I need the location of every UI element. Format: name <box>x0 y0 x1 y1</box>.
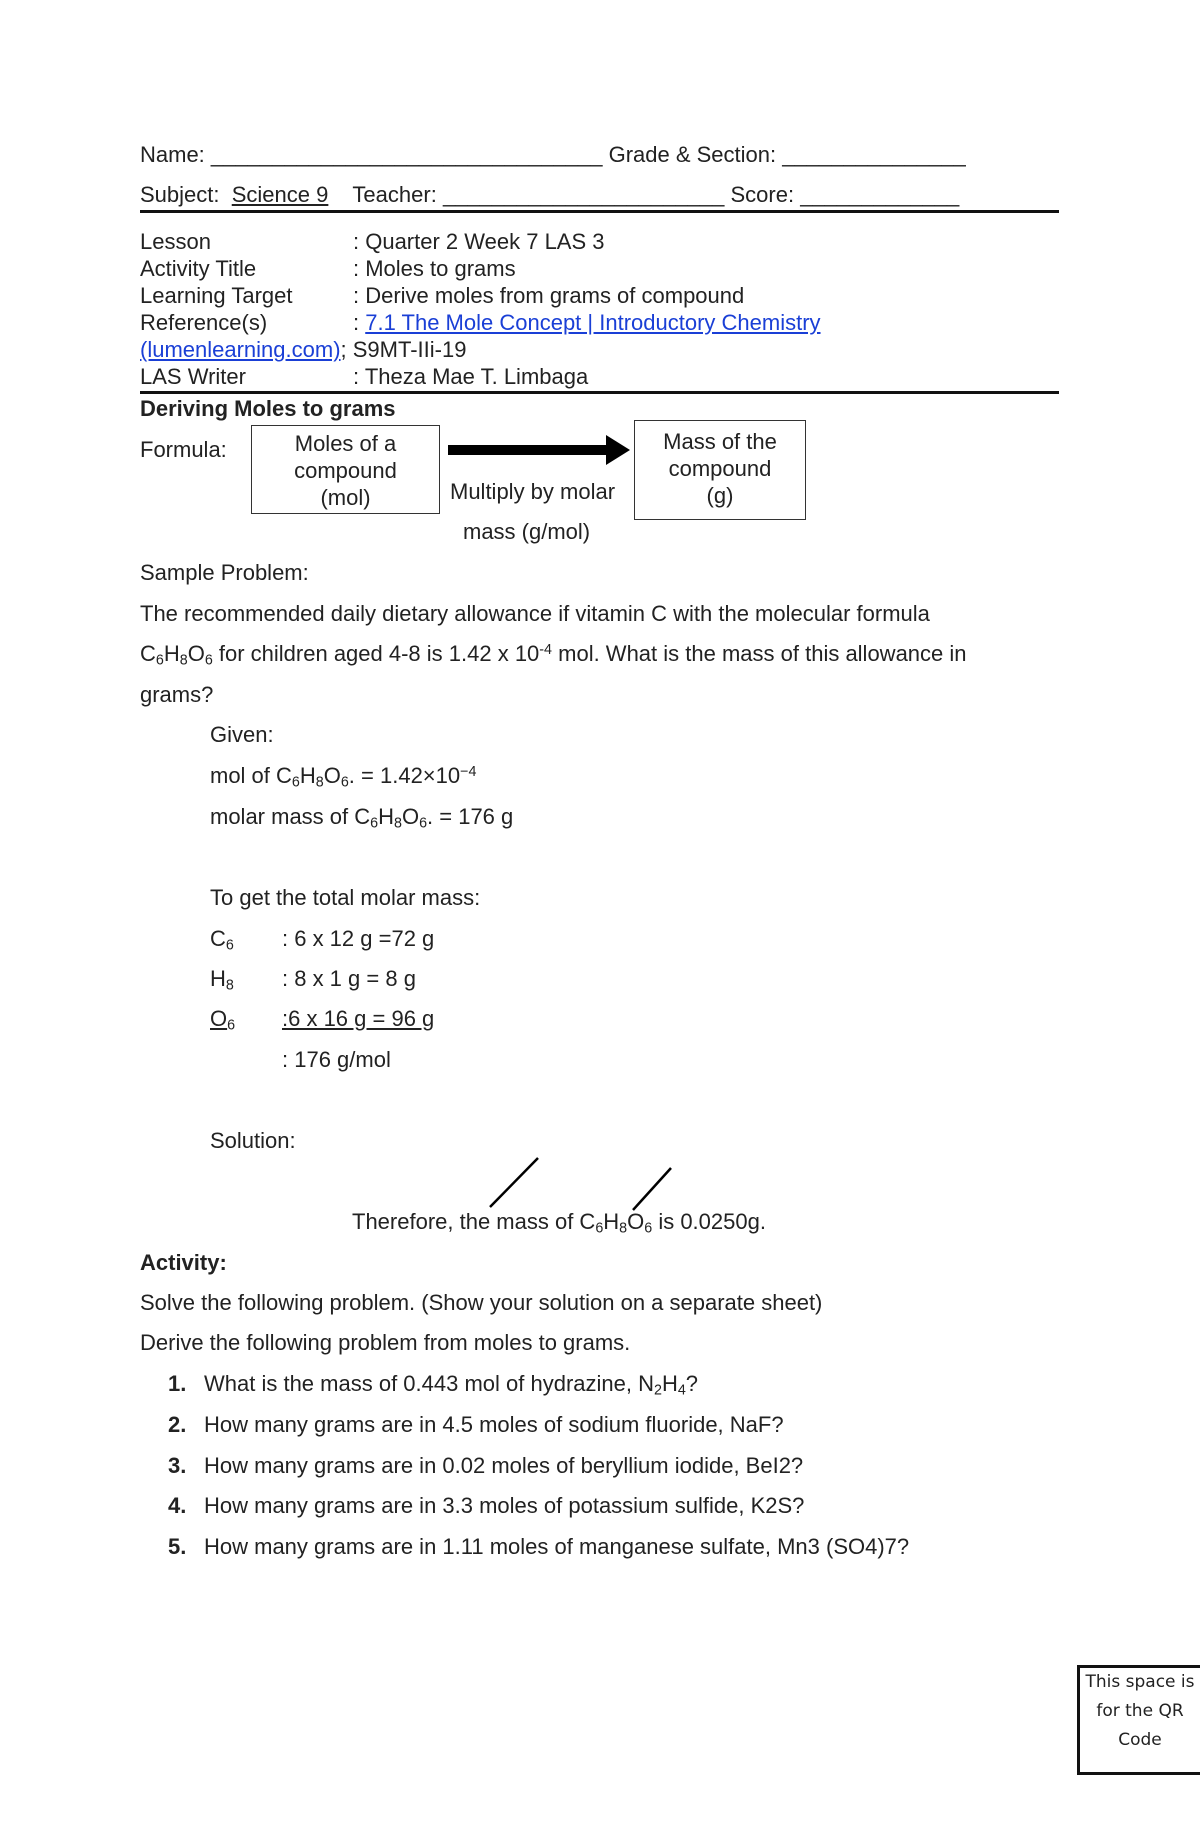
mass-box-line: compound <box>668 456 772 481</box>
formula-symbol: O <box>323 763 341 788</box>
cancel-marks <box>480 1152 680 1212</box>
mass-box <box>634 420 806 520</box>
given-label: Given: <box>210 722 274 747</box>
header-divider <box>140 210 1059 213</box>
therefore-line <box>352 1209 766 1235</box>
info-divider <box>140 391 1059 394</box>
element-symbol: C <box>210 926 226 951</box>
arrow-text-1: Multiply by molar <box>450 479 616 504</box>
activity-instruction-1: Solve the following problem. (Show your solution on a separate sheet) <box>140 1290 823 1315</box>
given-text: molar mass of C <box>210 804 371 829</box>
formula-subscript: 2 <box>653 1382 662 1399</box>
mass-box-line: (g) <box>706 483 734 508</box>
item-number: 3. <box>168 1453 187 1478</box>
formula-subscript: 8 <box>315 774 324 791</box>
formula-symbol: H <box>603 1209 620 1234</box>
sample-text: for children aged 4-8 is 1.42 x 10 <box>212 641 540 666</box>
hydrogen-symbol <box>210 966 234 992</box>
formula-subscript: 6 <box>155 652 164 669</box>
hydrogen-row: : 8 x 1 g = 8 g <box>282 966 416 991</box>
score-blank: _____________ <box>800 182 960 207</box>
formula-subscript: 8 <box>394 815 402 832</box>
section-heading: Deriving Moles to grams <box>140 396 396 421</box>
given-text: mol of C <box>210 763 292 788</box>
element-symbol: H <box>210 966 226 991</box>
total-molar-mass-label: To get the total molar mass: <box>210 885 481 910</box>
teacher-blank: _______________________ <box>442 182 725 207</box>
item-number: 1. <box>168 1371 187 1396</box>
formula-subscript: 6 <box>291 774 300 791</box>
activity-title-value: : Moles to grams <box>353 256 516 281</box>
formula-subscript: 8 <box>619 1220 628 1237</box>
arrow-icon <box>448 433 634 471</box>
formula-symbol: H <box>378 804 394 829</box>
given-text: . = 1.42×10 <box>348 763 461 788</box>
mass-box-line: Mass of the <box>663 429 777 454</box>
subject-row <box>140 182 959 208</box>
carbon-symbol <box>210 926 234 952</box>
activity-item-4: How many grams are in 3.3 moles of potassium sulfide, K2S? <box>204 1493 805 1518</box>
formula-symbol: H <box>299 763 316 788</box>
given-molar-mass <box>210 804 513 830</box>
learning-target-label: Learning Target <box>140 283 293 308</box>
given-text: . = 176 g <box>427 804 514 829</box>
carbon-row: : 6 x 12 g =72 g <box>282 926 435 951</box>
formula-subscript: 6 <box>595 1220 604 1237</box>
lesson-label: Lesson <box>140 229 211 254</box>
formula-symbol: O <box>187 641 205 666</box>
writer-label: LAS Writer <box>140 364 246 389</box>
grade-section-label: Grade & Section: <box>608 142 777 167</box>
activity-item-1 <box>204 1371 698 1397</box>
activity-item-5: How many grams are in 1.11 moles of manganese sulfate, Mn3 (SO4)7? <box>204 1534 910 1559</box>
formula-subscript: 6 <box>204 652 213 669</box>
exponent: −4 <box>460 763 477 780</box>
oxygen-row: :6 x 16 g = 96 g <box>282 1006 435 1031</box>
reference-colon: : <box>353 310 366 335</box>
moles-box-line: (mol) <box>320 485 371 510</box>
item-number: 2. <box>168 1412 187 1437</box>
sample-line-3: grams? <box>140 682 214 707</box>
item-text: H <box>661 1371 678 1396</box>
name-row <box>140 142 966 168</box>
reference-line-2 <box>140 337 466 363</box>
competency-code: ; S9MT-IIi-19 <box>340 337 467 362</box>
formula-symbol: O <box>401 804 420 829</box>
formula-subscript: 6 <box>227 1017 236 1034</box>
formula-label: Formula: <box>140 437 227 462</box>
qr-text: This space is <box>1085 1672 1195 1692</box>
formula-symbol: O <box>627 1209 645 1234</box>
sample-line-1: The recommended daily dietary allowance if vitamin C with the molecular formula <box>140 601 930 626</box>
name-label: Name: <box>140 142 205 167</box>
lesson-value: : Quarter 2 Week 7 LAS 3 <box>353 229 605 254</box>
moles-box <box>251 425 440 514</box>
formula-subscript: 6 <box>644 1220 653 1237</box>
formula-subscript: 6 <box>370 815 379 832</box>
reference-line <box>353 310 821 336</box>
activity-item-2: How many grams are in 4.5 moles of sodium fluoride, NaF? <box>204 1412 784 1437</box>
formula-subscript: 6 <box>419 815 428 832</box>
element-symbol: O <box>210 1006 228 1031</box>
moles-box-line: compound <box>294 458 397 483</box>
item-text: What is the mass of 0.443 mol of hydrazine, N <box>204 1371 654 1396</box>
sample-heading: Sample Problem: <box>140 560 309 585</box>
reference-label: Reference(s) <box>140 310 268 335</box>
activity-title-label: Activity Title <box>140 256 257 281</box>
given-moles <box>210 763 476 789</box>
formula-symbol: C <box>140 641 156 666</box>
formula-subscript: 4 <box>677 1382 686 1399</box>
qr-text: for the QR <box>1096 1701 1184 1721</box>
therefore-text: is 0.0250g. <box>652 1209 766 1234</box>
qr-code-placeholder <box>1077 1665 1200 1775</box>
arrow-text-2: mass (g/mol) <box>463 519 591 544</box>
solution-label: Solution: <box>210 1128 296 1153</box>
therefore-text: Therefore, the mass of C <box>352 1209 596 1234</box>
grade-section-blank: _______________ <box>782 142 966 167</box>
subject-label: Subject: <box>140 182 220 207</box>
exponent: -4 <box>539 641 553 658</box>
reference-link[interactable]: 7.1 The Mole Concept | Introductory Chemistry <box>365 310 821 335</box>
oxygen-symbol <box>210 1006 282 1032</box>
sample-text: mol. What is the mass of this allowance in <box>552 641 967 666</box>
name-blank: ________________________________ <box>210 142 603 167</box>
formula-subscript: 6 <box>340 774 349 791</box>
moles-box-line: Moles of a <box>294 431 397 456</box>
activity-item-3: How many grams are in 0.02 moles of beryllium iodide, BeI2? <box>204 1453 804 1478</box>
item-number: 5. <box>168 1534 187 1559</box>
activity-instruction-2: Derive the following problem from moles to grams. <box>140 1330 631 1355</box>
learning-target-value: : Derive moles from grams of compound <box>353 283 745 308</box>
subject-value: Science 9 <box>231 182 329 207</box>
score-label: Score: <box>730 182 795 207</box>
teacher-label: Teacher: <box>352 182 437 207</box>
total-row: : 176 g/mol <box>282 1047 391 1072</box>
reference-link-domain[interactable]: (lumenlearning.com) <box>140 337 341 362</box>
formula-subscript: 6 <box>225 937 234 954</box>
formula-symbol: H <box>163 641 180 666</box>
item-number: 4. <box>168 1493 187 1518</box>
activity-heading: Activity: <box>140 1250 227 1275</box>
item-text: ? <box>685 1371 699 1396</box>
formula-subscript: 8 <box>225 977 234 994</box>
sample-line-2 <box>140 641 967 667</box>
qr-text: Code <box>1118 1730 1162 1750</box>
writer-value: : Theza Mae T. Limbaga <box>353 364 589 389</box>
formula-subscript: 8 <box>179 652 188 669</box>
